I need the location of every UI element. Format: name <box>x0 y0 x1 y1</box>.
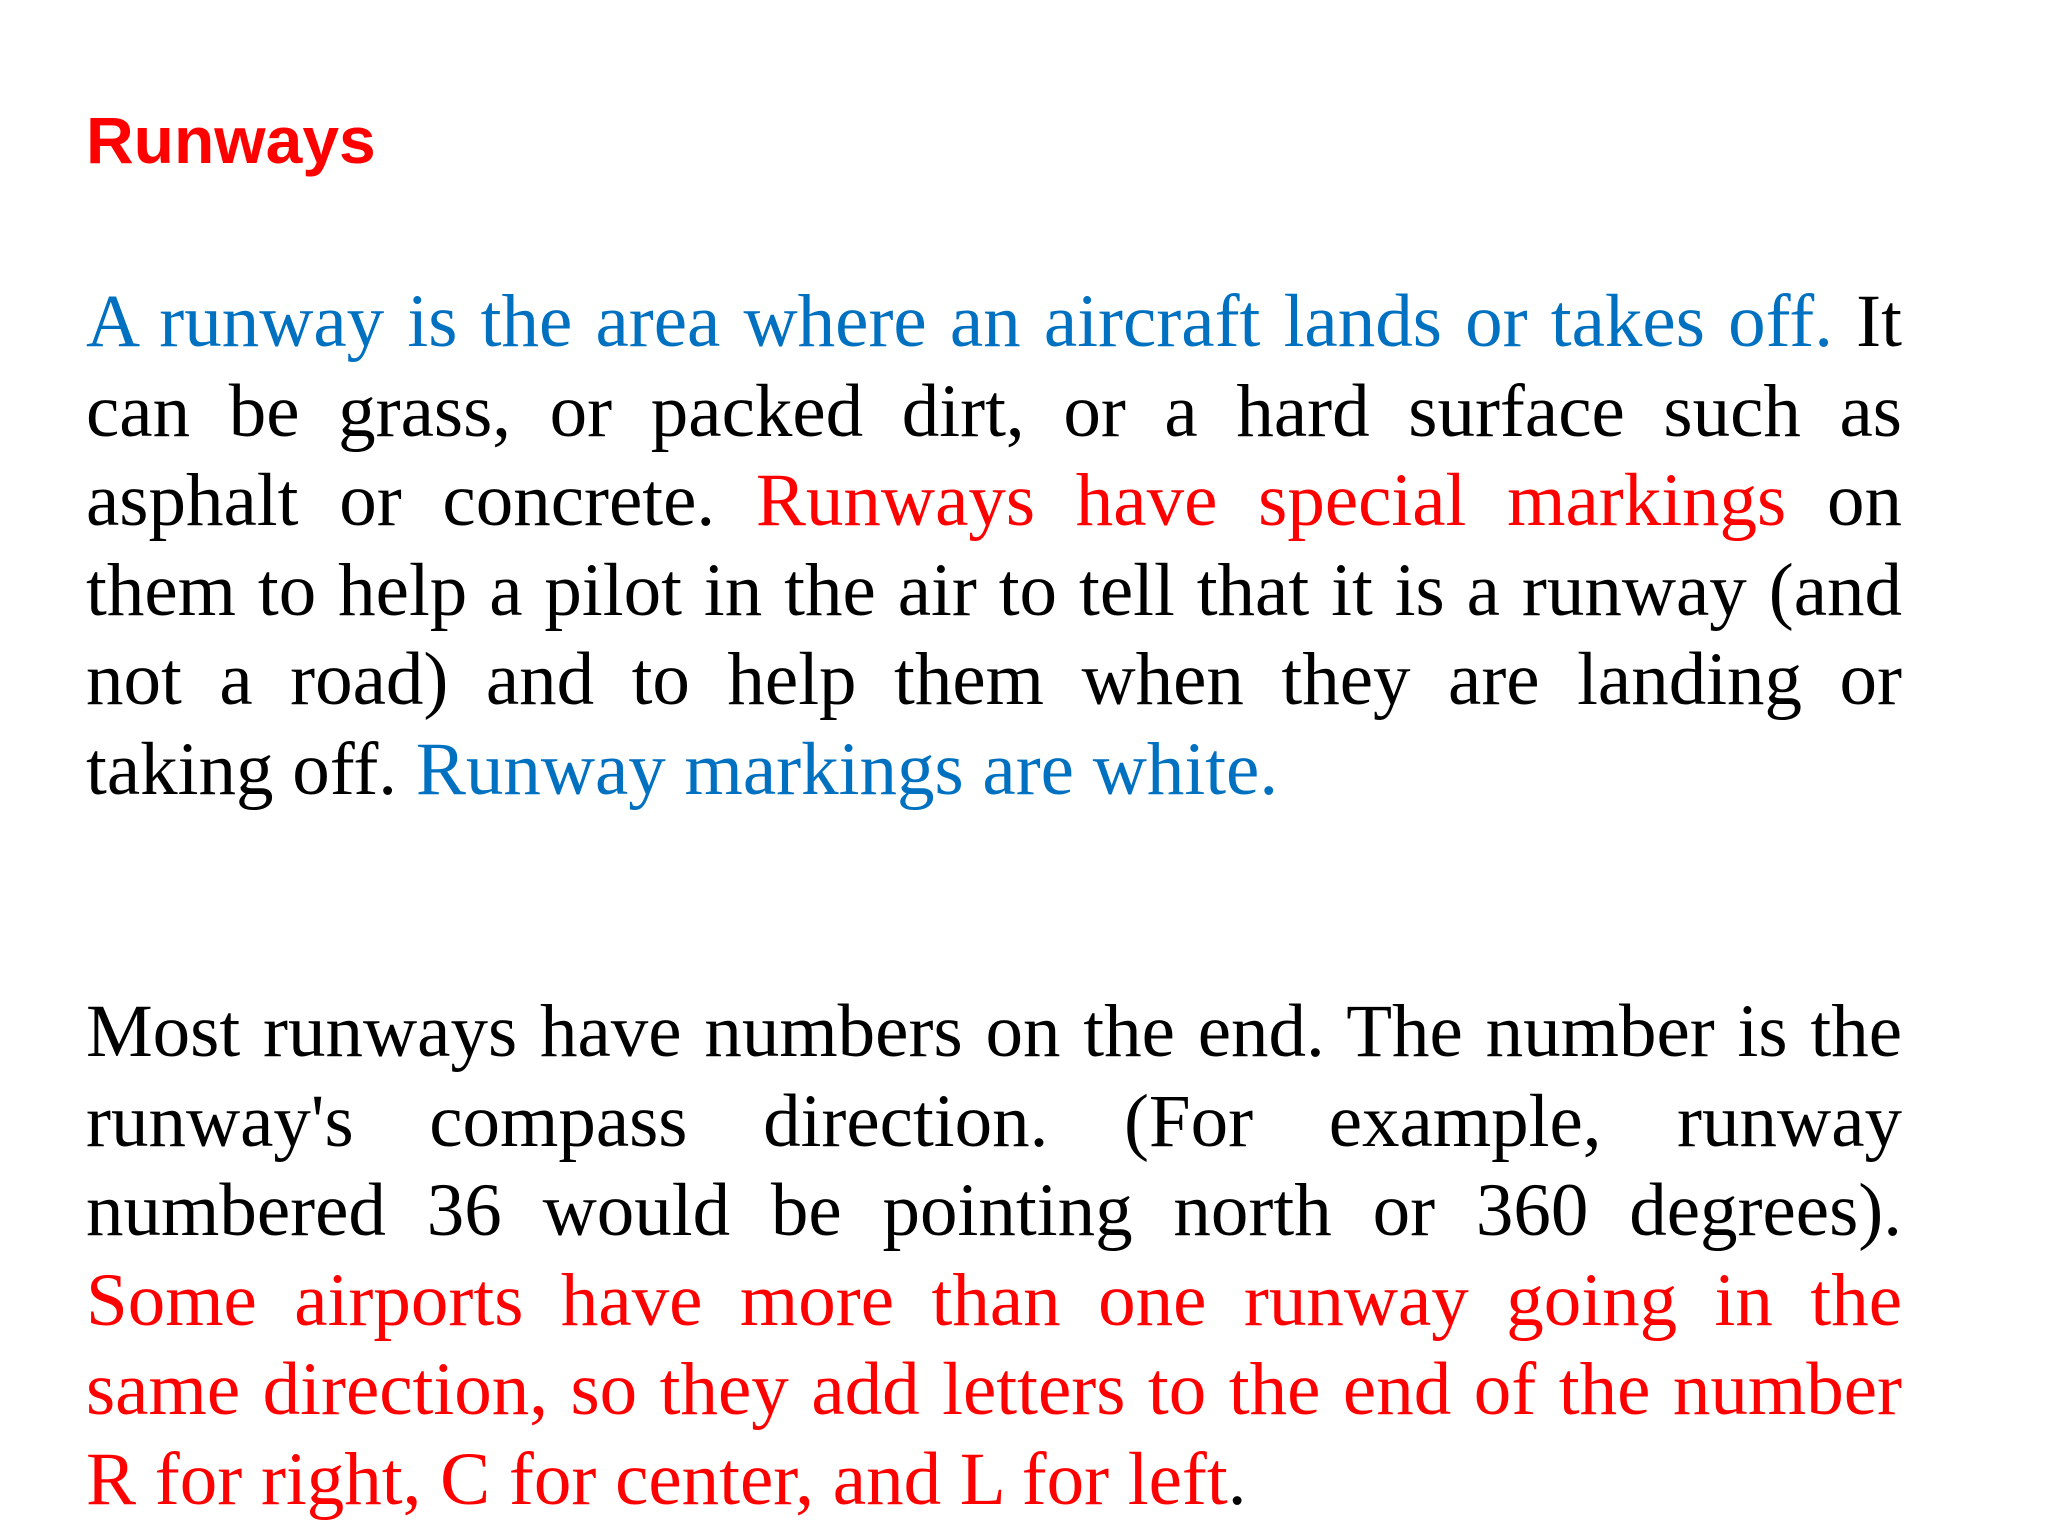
text-segment-markings-purpose: on them to help a pilot in the air to tell that it is a runway (and not a road) and to help them when they are landing or taking off. <box>86 459 1903 811</box>
text-segment-runway-letters: Some airports have more than one runway going in the same direction, so they add letters to the end of the number R for right, C for center, and L for left <box>86 1258 1902 1521</box>
text-segment-markings-white: Runway markings are white. <box>415 727 1279 811</box>
text-segment-special-markings: Runways have special markings <box>755 459 1787 542</box>
text-segment-surfaces: It can be grass, or packed dirt, or a hard surface such as asphalt or concrete. <box>86 280 1902 542</box>
slide-heading: Runways <box>86 103 376 177</box>
paragraph-runway-numbers <box>86 987 1902 1524</box>
text-segment-definition: A runway is the area where an aircraft lands or takes off. <box>86 280 1833 363</box>
text-segment-final-period: . <box>1227 1437 1247 1521</box>
text-segment-compass-direction: Most runways have numbers on the end. The number is the runway's compass direction. (For example, runway numbered 36 would be pointing north or 360 degrees). <box>86 990 1902 1252</box>
paragraph-runway-definition <box>86 277 1902 814</box>
